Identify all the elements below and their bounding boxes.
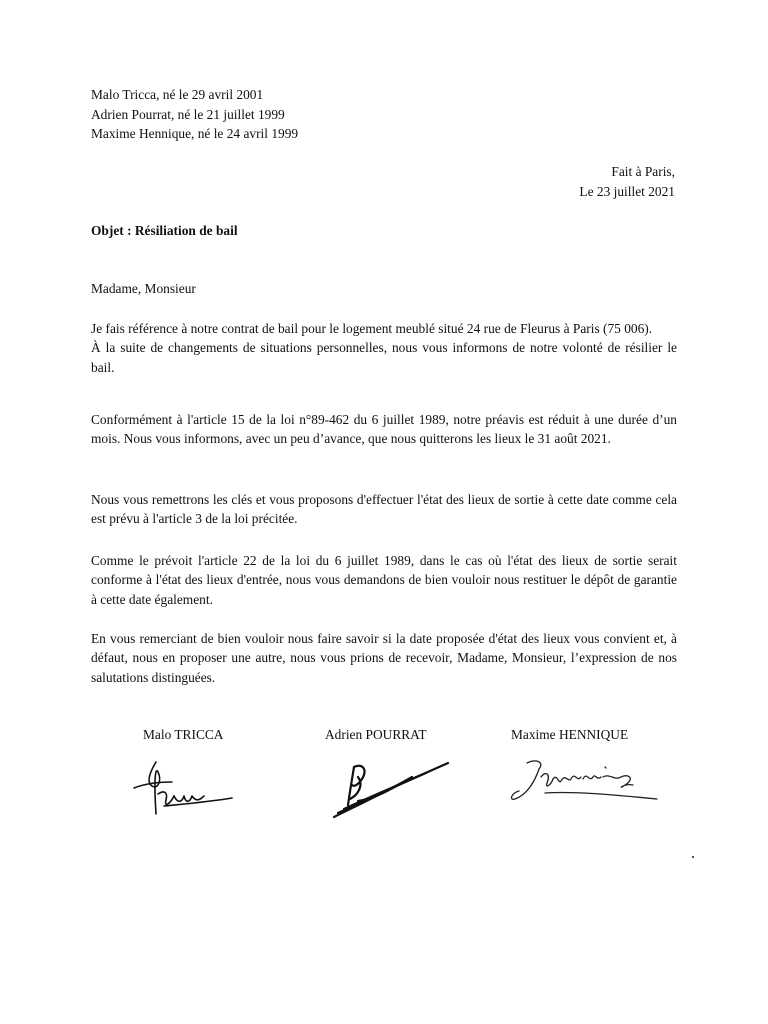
stray-dot-mark [692,856,694,858]
sender-line: Maxime Hennique, né le 24 avril 1999 [91,126,299,141]
signatory-name: Adrien POURRAT [325,727,427,742]
signature-malo [128,752,238,824]
paragraph-notice [91,410,677,449]
sender-line: Adrien Pourrat, né le 21 juillet 1999 [91,106,285,122]
subject-line: Objet : Résiliation de bail [91,223,238,238]
signature-adrien [328,755,454,825]
paragraph-text: En vous remerciant de bien vouloir nous faire savoir si la date proposée d'état des lieux vous convient et, à défaut, nous en proposer une autre, nous vous prions de recevoir, Madame, Monsieur, l’expression de nos salutations distinguées. [91,631,677,685]
signatory-name: Malo TRICCA [143,727,224,742]
paragraph-deposit [91,551,677,609]
paragraph-text: Nous vous remettrons les clés et vous proposons d'effectuer l'état des lieux de sortie à cette date comme cela est prévu à l'article 3 de la loi précitée. [91,492,677,527]
signature-maxime [505,755,665,811]
place-line: Fait à Paris, [611,164,675,179]
signatory-name: Maxime HENNIQUE [511,727,629,742]
salutation: Madame, Monsieur [91,281,196,296]
paragraph-line: Je fais référence à notre contrat de bail pour le logement meublé situé 24 rue de Fleurus à Paris (75 006). [91,321,653,336]
date-line: Le 23 juillet 2021 [579,183,675,199]
paragraph-text: Comme le prévoit l'article 22 de la loi du 6 juillet 1989, dans le cas où l'état des lieux de sortie serait conforme à l'état des lieux d'entrée, nous vous demandons de bien vouloir nous restituer le dépôt de garantie à cette date également. [91,553,677,607]
paragraph-line: À la suite de changements de situations personnelles, nous vous informons de notre volonté de résilier le bail. [91,340,677,375]
sender-line: Malo Tricca, né le 29 avril 2001 [91,87,264,102]
paragraph-reference [91,319,677,377]
paragraph-text: Conformément à l'article 15 de la loi n°89-462 du 6 juillet 1989, notre préavis est réduit à une durée d’un mois. Nous vous informons, avec un peu d’avance, que nous quitterons les lieux le 31 août 2021. [91,412,677,447]
sender-block [91,85,298,144]
place-date-block [579,162,675,201]
paragraph-keys [91,490,677,529]
paragraph-closing [91,629,677,687]
